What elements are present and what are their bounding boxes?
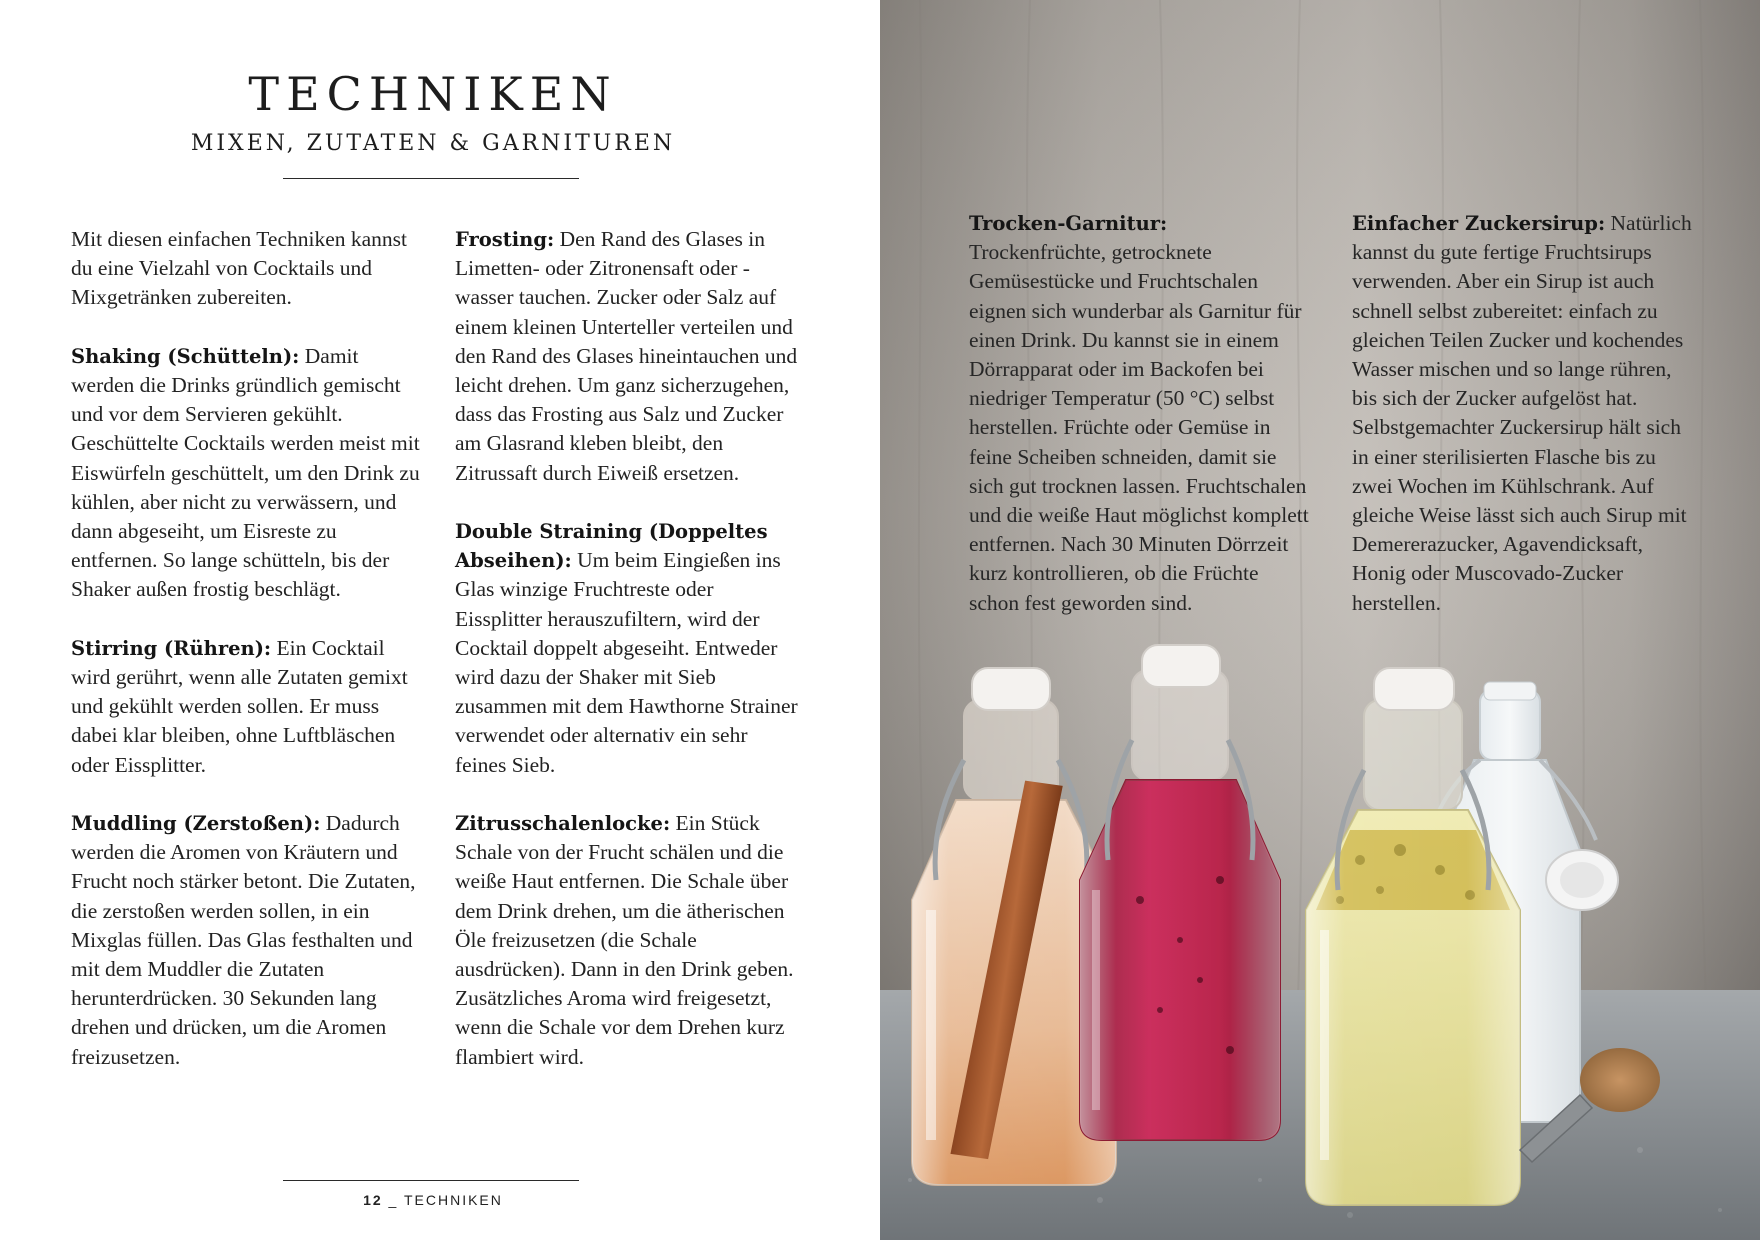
- section-text: Den Rand des Glases in Limetten- oder Zitronensaft oder -wasser tauchen. Zucker oder Salz auf einem kleinen Unterteller verteilen und den Rand des Glases hineintauchen und leicht drehen. Um ganz sicherzugehen, dass das Frosting aus Salz und Zucker am Glasrand kleben bleibt, den Zitrussaft durch Eiweiß ersetzen.: [455, 227, 798, 485]
- section-text: Dadurch werden die Aromen von Kräutern und Frucht noch stärker betont. Die Zutaten, die zerstoßen werden sollen, in ein Mixglas füllen. Das Glas festhalten und mit dem Muddler die Zutaten herunterdrücken. 30 Sekunden lang drehen und drücken, um die Aromen freizusetzen.: [71, 811, 416, 1069]
- text-column-2: [455, 225, 801, 1101]
- section-heading: Zitrusschalenlocke:: [455, 812, 671, 836]
- section-double-straining: [455, 517, 801, 780]
- footer-divider: [283, 1180, 579, 1181]
- title-divider: [283, 178, 579, 179]
- page-title: TECHNIKEN: [248, 67, 618, 121]
- section-text: Um beim Eingießen ins Glas winzige Fruchtreste oder Eissplitter herauszufiltern, wird der Cocktail doppelt abgeseiht. Entweder wird dazu der Shaker mit Sieb zusammen mit dem Hawthorne Strainer verwendet oder alternativ ein sehr feines Sieb.: [455, 548, 798, 777]
- page-subtitle: MIXEN, ZUTATEN & GARNITUREN: [190, 131, 676, 156]
- section-heading: Trocken-Garnitur:: [969, 212, 1168, 235]
- footer-separator: _: [382, 1192, 404, 1208]
- section-text: Damit werden die Drinks gründlich gemischt und vor dem Servieren gekühlt. Geschüttelte Cocktails werden meist mit Eiswürfeln geschüttelt, um den Drink zu kühlen, aber nicht zu verwässern, und dann abgeseiht, um Eisreste zu entfernen. So lange schütteln, bis der Shaker außen frostig beschlägt.: [71, 343, 420, 602]
- intro-paragraph: [71, 225, 421, 313]
- section-shaking: [71, 342, 421, 605]
- section-heading: Double Straining (Doppeltes Abseihen):: [455, 520, 768, 573]
- text-column-3: [969, 209, 1309, 647]
- section-heading: Frosting:: [455, 228, 555, 251]
- page-footer: [0, 1192, 866, 1208]
- text-column-4: [1352, 209, 1700, 647]
- right-page: [880, 0, 1760, 1240]
- section-muddling: [71, 809, 421, 1072]
- section-heading: Muddling (Zerstoßen):: [71, 812, 321, 836]
- section-heading: Einfacher Zuckersirup:: [1352, 212, 1606, 235]
- section-frosting: [455, 225, 801, 488]
- section-text: Ein Cocktail wird gerührt, wenn alle Zutaten gemixt und gekühlt werden sollen. Er muss dabei klar bleiben, ohne Luftbläschen oder Eissplitter.: [71, 635, 408, 777]
- text-column-1: [71, 225, 421, 1101]
- section-zuckersirup: [1352, 209, 1700, 618]
- page-number: 12: [363, 1192, 383, 1208]
- section-text: Natürlich kannst du gute fertige Fruchtsirups verwenden. Aber ein Sirup ist auch schnell selbst zubereitet: einfach zu gleichen Teilen Zucker und kochendes Wasser mischen und so lange rühren, bis sich der Zucker aufgelöst hat. Selbstgemachter Zuckersirup hält sich in einer sterilisierten Flasche bis zu zwei Wochen im Kühlschrank. Auf gleiche Weise lässt sich auch Sirup mit Demererazucker, Agavendicksaft, Honig oder Muscovado-Zucker herstellen.: [1352, 211, 1692, 615]
- section-stirring: [71, 634, 421, 780]
- section-text: Trockenfrüchte, getrocknete Gemüsestücke und Fruchtschalen eignen sich wunderbar als Garnitur für einen Drink. Du kannst sie in einem Dörrapparat oder im Backofen bei niedriger Temperatur (50 °C) selbst herstellen. Früchte oder Gemüse in feine Scheiben schneiden, damit sie sich gut trocknen lassen. Fruchtschalen und die weiße Haut möglichst komplett entfernen. Nach 30 Minuten Dörrzeit kurz kontrollieren, ob die Früchte schon fest geworden sind.: [969, 240, 1309, 615]
- intro-text: Mit diesen einfachen Techniken kannst du eine Vielzahl von Cocktails und Mixgetränken zubereiten.: [71, 227, 408, 310]
- section-heading: Shaking (Schütteln):: [71, 344, 300, 368]
- footer-section: TECHNIKEN: [403, 1192, 503, 1208]
- section-zitrusschalenlocke: [455, 809, 801, 1072]
- section-text: Ein Stück Schale von der Frucht schälen und die weiße Haut entfernen. Die Schale über dem Drink drehen, um die ätherischen Öle freizusetzen (die Schale ausdrücken). Dann in den Drink geben. Zusätzliches Aroma wird freigesetzt, wenn die Schale vor dem Drehen kurz flambiert wird.: [455, 811, 794, 1069]
- section-trocken-garnitur: [969, 209, 1309, 618]
- section-heading: Stirring (Rühren):: [71, 636, 272, 660]
